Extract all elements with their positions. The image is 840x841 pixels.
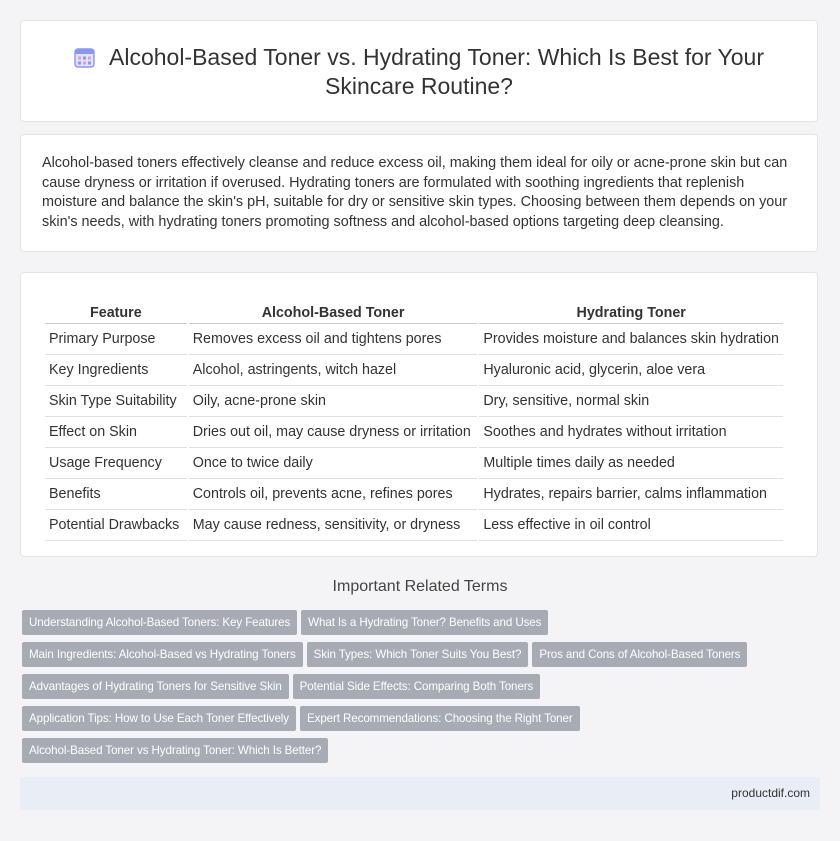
table-cell: Alcohol, astringents, witch hazel bbox=[189, 355, 478, 386]
related-terms-list bbox=[22, 610, 812, 770]
table-cell: Hydrates, repairs barrier, calms inflammation bbox=[479, 479, 783, 510]
table-header-row bbox=[45, 293, 783, 324]
column-header-hydrating: Hydrating Toner bbox=[479, 293, 783, 324]
related-term-tag[interactable]: Pros and Cons of Alcohol-Based Toners bbox=[532, 642, 747, 667]
header-card bbox=[20, 20, 818, 122]
column-header-alcohol-based: Alcohol-Based Toner bbox=[189, 293, 478, 324]
table-cell: Dries out oil, may cause dryness or irritation bbox=[189, 417, 478, 448]
table-cell: Key Ingredients bbox=[45, 355, 187, 386]
table-cell: Removes excess oil and tightens pores bbox=[189, 324, 478, 355]
table-cell: Oily, acne-prone skin bbox=[189, 386, 478, 417]
table-cell: Potential Drawbacks bbox=[45, 510, 187, 541]
table-cell: Benefits bbox=[45, 479, 187, 510]
calendar-grid-icon bbox=[74, 46, 95, 67]
related-term-tag[interactable]: Advantages of Hydrating Toners for Sensitive Skin bbox=[22, 674, 289, 699]
title-line-1: Alcohol-Based Toner vs. Hydrating Toner: Which Is Best for Your bbox=[109, 44, 764, 70]
related-term-tag[interactable]: What Is a Hydrating Toner? Benefits and Uses bbox=[301, 610, 548, 635]
table-cell: Usage Frequency bbox=[45, 448, 187, 479]
table-cell: Soothes and hydrates without irritation bbox=[479, 417, 783, 448]
table-row bbox=[45, 479, 783, 510]
table-cell: Multiple times daily as needed bbox=[479, 448, 783, 479]
table-row bbox=[45, 510, 783, 541]
table-cell: Controls oil, prevents acne, refines pores bbox=[189, 479, 478, 510]
table-cell: May cause redness, sensitivity, or dryness bbox=[189, 510, 478, 541]
page-title bbox=[74, 43, 764, 101]
intro-card bbox=[20, 134, 818, 252]
footer-brand[interactable]: productdif.com bbox=[731, 786, 810, 800]
table-cell: Provides moisture and balances skin hydration bbox=[479, 324, 783, 355]
table-cell: Skin Type Suitability bbox=[45, 386, 187, 417]
intro-paragraph: Alcohol-based toners effectively cleanse and reduce excess oil, making them ideal for oily or acne-prone skin but can cause dryness or irritation if overused. Hydrating toners are formulated with soothing ingredients that replenish moisture and balance the skin's pH, suitable for dry or sensitive skin types. Choosing between them depends on your skin's needs, with hydrating toners promoting softness and alcohol-based options targeting deep cleansing. bbox=[42, 155, 788, 230]
title-line-2: Skincare Routine? bbox=[325, 73, 513, 99]
table-cell: Dry, sensitive, normal skin bbox=[479, 386, 783, 417]
related-term-tag[interactable]: Main Ingredients: Alcohol-Based vs Hydrating Toners bbox=[22, 642, 303, 667]
footer bbox=[20, 777, 820, 810]
comparison-table-card bbox=[20, 272, 818, 557]
related-term-tag[interactable]: Potential Side Effects: Comparing Both Toners bbox=[293, 674, 541, 699]
table-row bbox=[45, 355, 783, 386]
table-row bbox=[45, 448, 783, 479]
table-cell: Hyaluronic acid, glycerin, aloe vera bbox=[479, 355, 783, 386]
title-row bbox=[21, 43, 817, 101]
related-terms-heading: Important Related Terms bbox=[332, 578, 508, 595]
column-header-feature: Feature bbox=[45, 293, 187, 324]
comparison-table bbox=[43, 293, 785, 541]
table-cell: Less effective in oil control bbox=[479, 510, 783, 541]
related-term-tag[interactable]: Skin Types: Which Toner Suits You Best? bbox=[307, 642, 529, 667]
related-term-tag[interactable]: Application Tips: How to Use Each Toner Effectively bbox=[22, 706, 296, 731]
related-term-tag[interactable]: Understanding Alcohol-Based Toners: Key Features bbox=[22, 610, 297, 635]
table-row bbox=[45, 417, 783, 448]
table-row bbox=[45, 324, 783, 355]
related-term-tag[interactable]: Expert Recommendations: Choosing the Right Toner bbox=[300, 706, 580, 731]
related-term-tag[interactable]: Alcohol-Based Toner vs Hydrating Toner: Which Is Better? bbox=[22, 738, 328, 763]
table-row bbox=[45, 386, 783, 417]
table-cell: Primary Purpose bbox=[45, 324, 187, 355]
table-cell: Once to twice daily bbox=[189, 448, 478, 479]
table-cell: Effect on Skin bbox=[45, 417, 187, 448]
